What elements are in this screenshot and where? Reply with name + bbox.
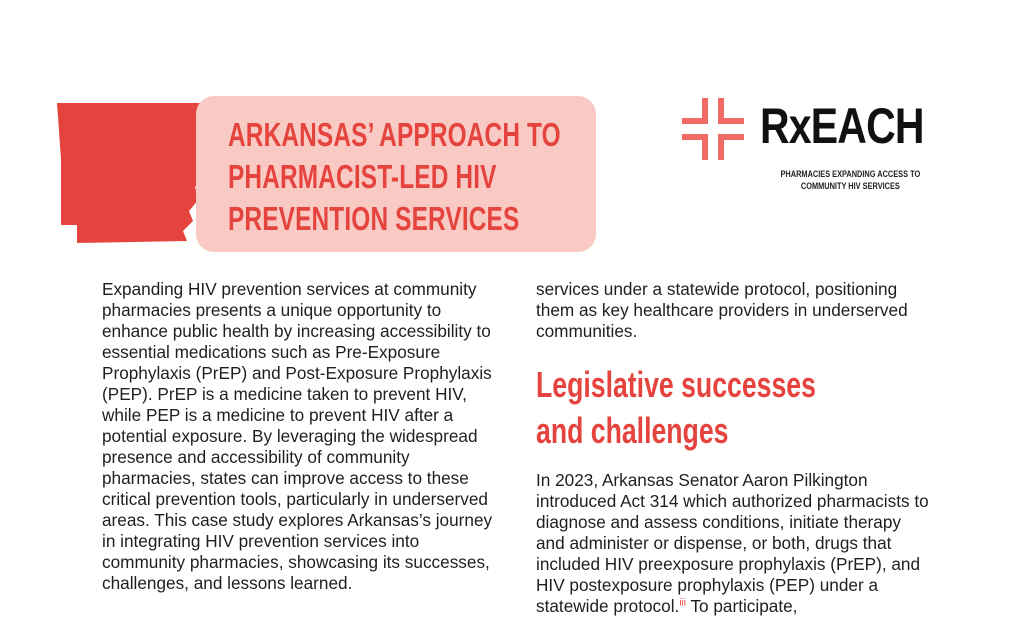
section-paragraph-tail: To participate, [685, 596, 798, 616]
section-heading: Legislative successes and challenges [536, 364, 816, 451]
footnote-marker[interactable]: iii [679, 597, 686, 609]
logo-tagline: PHARMACIES EXPANDING ACCESS TO COMMUNITY HIV SERVICES [780, 169, 921, 191]
reach-logo [676, 92, 936, 196]
logo-wordmark: RxEACH [760, 98, 924, 154]
intro-paragraph: Expanding HIV prevention services at community pharmacies presents a unique opportunity to enhance public health by increasing accessibility to essential medications such as Pre-Exposure Prophylaxis (PrEP) and Post-Exposure Prophylaxis (PEP). PrEP is a medicine taken to prevent HIV, while PEP is a medicine to prevent HIV after a potential exposure. By leveraging the widespread presence and accessibility of community pharmacies, states can improve access to these critical prevention tools, particularly in underserved areas. This case study explores Arkansas’s journey in integrating HIV prevention services into community pharmacies, showcasing its successes, challenges, and lessons learned. [102, 279, 493, 593]
page-title: ARKANSAS’ APPROACH TO PHARMACIST-LED HIV PREVENTION SERVICES [228, 116, 561, 237]
section-paragraph-text: In 2023, Arkansas Senator Aaron Pilkington introduced Act 314 which authorized pharmacists to diagnose and assess conditions, initiate therapy and administer or dispense, or both, drugs that included HIV preexposure prophylaxis (PrEP), and HIV postexposure prophylaxis (PEP) under a statewide protocol. [536, 470, 929, 616]
section-paragraph [536, 470, 931, 617]
continuation-paragraph: services under a statewide protocol, positioning them as key healthcare providers in underserved communities. [536, 279, 908, 341]
pharmacy-cross-icon [682, 98, 744, 160]
